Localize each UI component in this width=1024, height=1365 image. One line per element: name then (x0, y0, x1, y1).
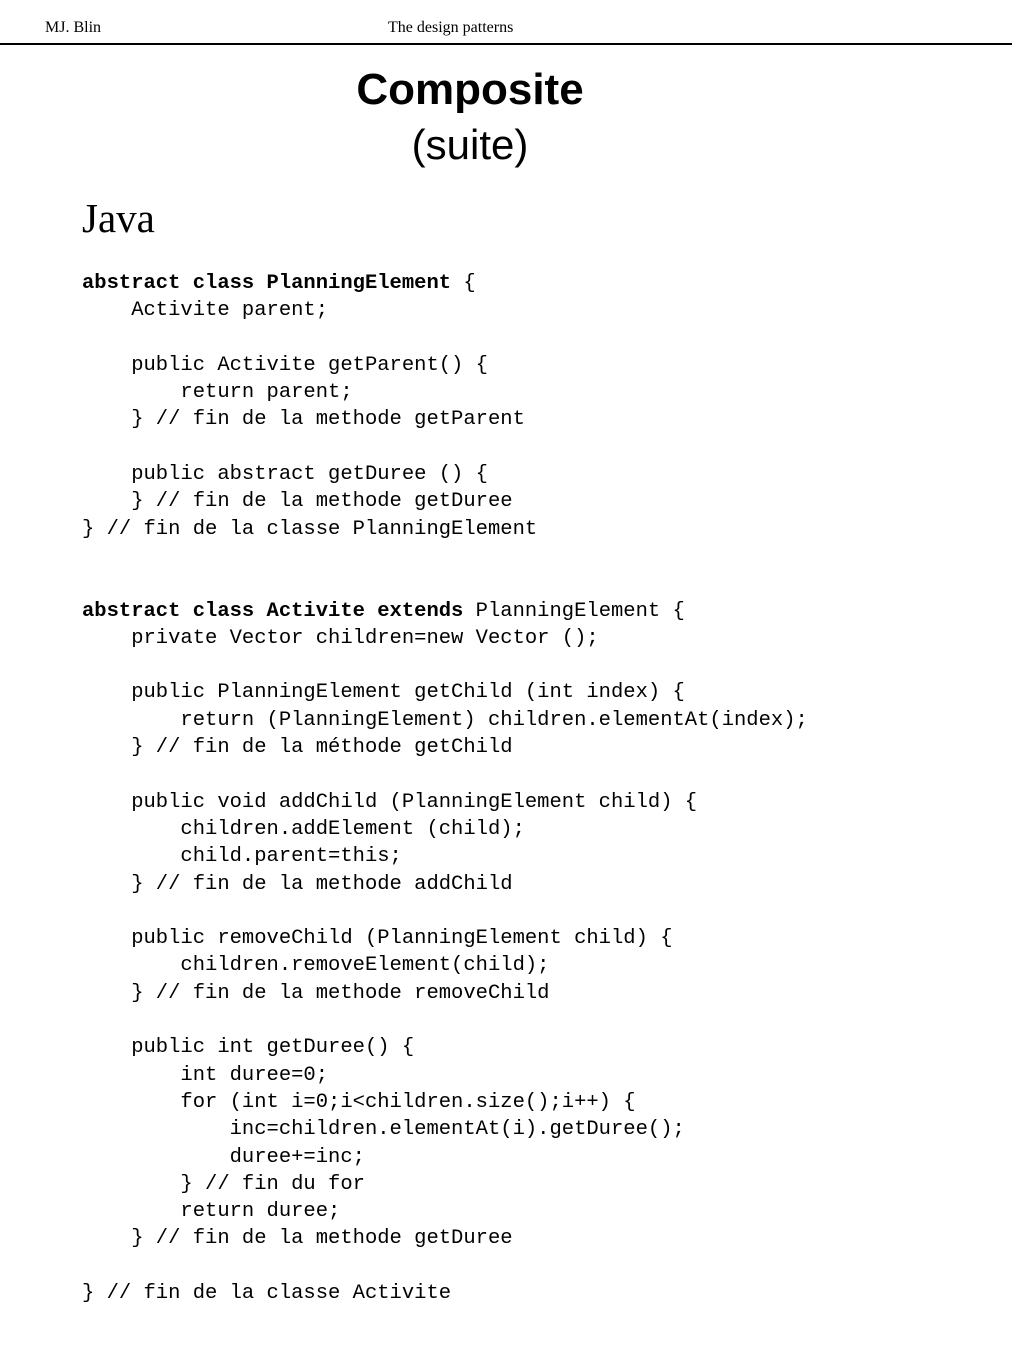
code-text: { (451, 272, 476, 295)
code-blank-line (82, 570, 1012, 597)
page-subtitle: (suite) (411, 121, 529, 168)
code-line (82, 270, 1012, 297)
code-line: } // fin du for (82, 1172, 365, 1196)
code-line (82, 598, 1012, 625)
code-line: duree+=inc; (82, 1145, 365, 1169)
code-line: public int getDuree() { (82, 1036, 415, 1060)
code-line: inc=children.elementAt(i).getDuree(); (82, 1118, 685, 1142)
code-line: public removeChild (PlanningElement child) { (82, 927, 673, 951)
page-title: Composite (356, 65, 584, 114)
code-line: public PlanningElement getChild (int index) { (82, 681, 685, 705)
header-subject: The design patterns (388, 19, 514, 36)
code-blank-line (82, 325, 1012, 352)
language-heading: Java (82, 195, 155, 241)
code-line: } // fin de la méthode getChild (82, 736, 513, 760)
code-line: Activite parent; (82, 299, 329, 323)
code-blank-line (82, 434, 1012, 461)
code-text: PlanningElement { (463, 599, 685, 623)
code-line: return (PlanningElement) children.elementAt(index); (82, 708, 808, 732)
code-keyword: abstract class Activite extends (82, 599, 464, 623)
code-line: } // fin de la methode getDuree (82, 1227, 513, 1251)
code-line: for (int i=0;i<children.size();i++) { (82, 1090, 636, 1114)
code-blank-line (82, 543, 1012, 570)
code-blank-line (82, 652, 1012, 679)
code-blank-line (82, 761, 1012, 788)
code-line: children.addElement (child); (82, 817, 525, 841)
code-line: public abstract getDuree () { (82, 463, 488, 487)
code-line: } // fin de la methode getDuree (82, 490, 513, 514)
header-author: MJ. Blin (45, 19, 102, 36)
header-divider (0, 43, 1012, 45)
code-line: } // fin de la classe Activite (82, 1281, 452, 1305)
code-line: } // fin de la methode getParent (82, 408, 525, 432)
code-line: public Activite getParent() { (82, 353, 488, 377)
code-line: } // fin de la methode addChild (82, 872, 513, 896)
code-line: int duree=0; (82, 1063, 329, 1087)
code-keyword: abstract class PlanningElement (82, 272, 452, 295)
code-line: public void addChild (PlanningElement child) { (82, 790, 698, 814)
code-blank-line (82, 1253, 1012, 1280)
code-line: return parent; (82, 381, 353, 405)
code-line: } // fin de la classe PlanningElement (82, 517, 538, 541)
code-listing (82, 270, 1012, 1307)
code-line: return duree; (82, 1200, 341, 1224)
code-blank-line (82, 898, 1012, 925)
code-line: child.parent=this; (82, 845, 402, 869)
code-blank-line (82, 1007, 1012, 1034)
code-line: children.removeElement(child); (82, 954, 550, 978)
code-line: } // fin de la methode removeChild (82, 981, 550, 1005)
code-line: private Vector children=new Vector (); (82, 626, 599, 650)
